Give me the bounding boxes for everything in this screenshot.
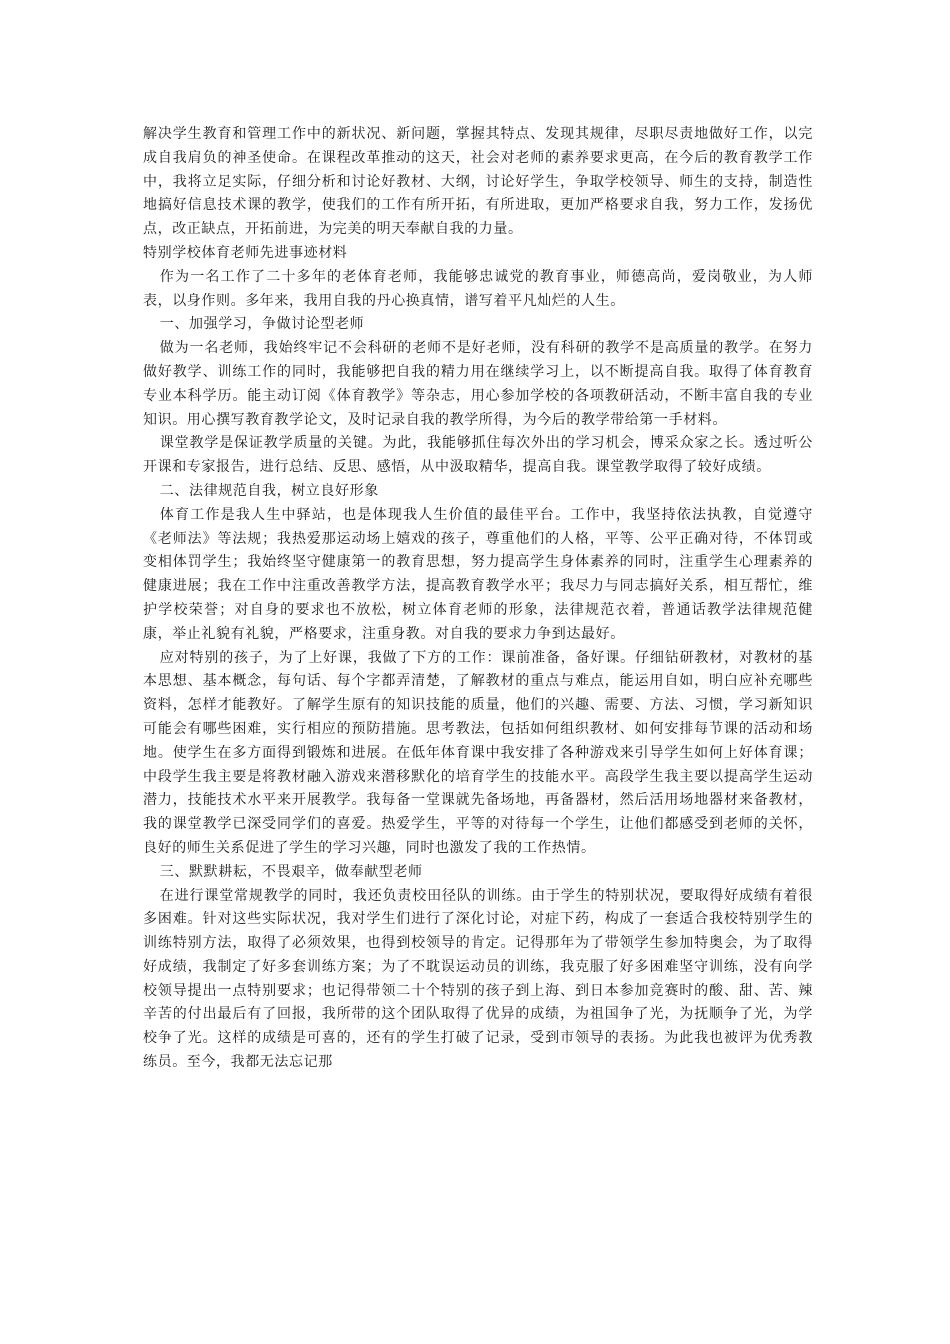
paragraph-teaching: 应对特别的孩子，为了上好课，我做了下方的工作：课前准备，备好课。仔细钻研教材，对教材的基本思想、基本概念，每句话、每个字都弄清楚，了解教材的重点与难点，能运用自如，明白应补充哪些资料，怎样才能教好。了解学生原有的知识技能的质量，他们的兴趣、需要、方法、习惯，学习新知识可能会有哪些困难，实行相应的预防措施。思考教法，包括如何组织教材、如何安排每节课的活动和场地。使学生在多方面得到锻炼和进展。在低年体育课中我安排了各种游戏来引导学生如何上好体育课；中段学生我主要是将教材融入游戏来潜移默化的培育学生的技能水平。高段学生我主要以提高学生运动潜力，技能技术水平来开展教学。我每备一堂课就先备场地，再备器材，然后活用场地器材来备教材，我的课堂教学已深受同学们的喜爱。热爱学生，平等的对待每一个学生，让他们都感受到老师的关怀，良好的师生关系促进了学生的学习兴趣，同时也激发了我的工作热情。: [143, 649, 813, 856]
section-heading-2: 二、法律规范自我，树立良好形象: [159, 482, 379, 499]
paragraph-law: 体育工作是我人生中驿站，也是体现我人生价值的最佳平台。工作中，我坚持依法执教，自觉遵守《老师法》等法规；我热爱那运动场上嬉戏的孩子，尊重他们的人格，平等、公平正确对待，不体罚或变相体罚学生；我始终坚守健康第一的教育思想，努力提高学生身体素养的同时，注重学生心理素养的健康进展；我在工作中注重改善教学方法，提高教育教学水平；我尽力与同志搞好关系，相互帮忙，维护学校荣誉；对自身的要求也不放松，树立体育老师的形象，法律规范衣着，普通话教学法律规范健康，举止礼貌有礼貌，严格要求，注重身教。对自我的要求力争到达最好。: [143, 506, 813, 642]
paragraph-study: 做为一名老师，我始终牢记不会科研的老师不是好老师，没有科研的教学不是高质量的教学。在努力做好教学、训练工作的同时，我能够把自我的精力用在继续学习上，以不断提高自我。取得了体育教育专业本科学历。能主动订阅《体育教学》等杂志，用心参加学校的各项教研活动，不断丰富自我的专业知识。用心撰写教育教学论文，及时记录自我的教学所得，为今后的教学带给第一手材料。: [143, 340, 813, 428]
document-title: 特别学校体育老师先进事迹材料: [143, 244, 348, 261]
section-heading-1: 一、加强学习，争做讨论型老师: [159, 316, 365, 333]
paragraph-intro: 解决学生教育和管理工作中的新状况、新问题，掌握其特点、发现其规律，尽职尽责地做好工作，以完成自我肩负的神圣使命。在课程改革推动的这天，社会对老师的素养要求更高，在今后的教育教学工作中，我将立足实际，仔细分析和讨论好教材、大纲，讨论好学生，争取学校领导、师生的支持，制造性地搞好信息技术课的教学，使我们的工作有所开拓，有所进取，更加严格要求自我，努力工作，发扬优点，改正缺点，开拓前进，为完美的明天奉献自我的力量。: [143, 126, 813, 238]
section-heading-3: 三、默默耕耘，不畏艰辛，做奉献型老师: [159, 863, 423, 880]
paragraph-opening: 作为一名工作了二十多年的老体育老师，我能够忠诚党的教育事业，师德高尚，爱岗敬业，为人师表，以身作则。多年来，我用自我的丹心换真情，谱写着平凡灿烂的人生。: [143, 268, 813, 309]
paragraph-training: 在进行课堂常规教学的同时，我还负责校田径队的训练。由于学生的特别状况，要取得好成绩有着很多困难。针对这些实际状况，我对学生们进行了深化讨论，对症下药，构成了一套适合我校特别学生的训练特别方法，取得了必须效果，也得到校领导的肯定。记得那年为了带领学生参加特奥会，为了取得好成绩，我制定了好多套训练方案；为了不耽误运动员的训练，我克服了好多困难坚守训练，没有向学校领导提出一点特别要求；也记得带领二十个特别的孩子到上海、到日本参加竞赛时的酸、甜、苦、辣辛苦的付出最后有了回报，我所带的这个团队取得了优异的成绩，为祖国争了光，为抚顺争了光，为学校争了光。这样的成绩是可喜的，还有的学生打破了记录，受到市领导的表扬。为此我也被评为优秀教练员。至今，我都无法忘记那: [143, 887, 813, 1071]
paragraph-classroom: 课堂教学是保证教学质量的关键。为此，我能够抓住每次外出的学习机会，博采众家之长。透过听公开课和专家报告，进行总结、反思、感悟，从中汲取精华，提高自我。课堂教学取得了较好成绩。: [143, 435, 813, 476]
document-body: [143, 123, 813, 1075]
